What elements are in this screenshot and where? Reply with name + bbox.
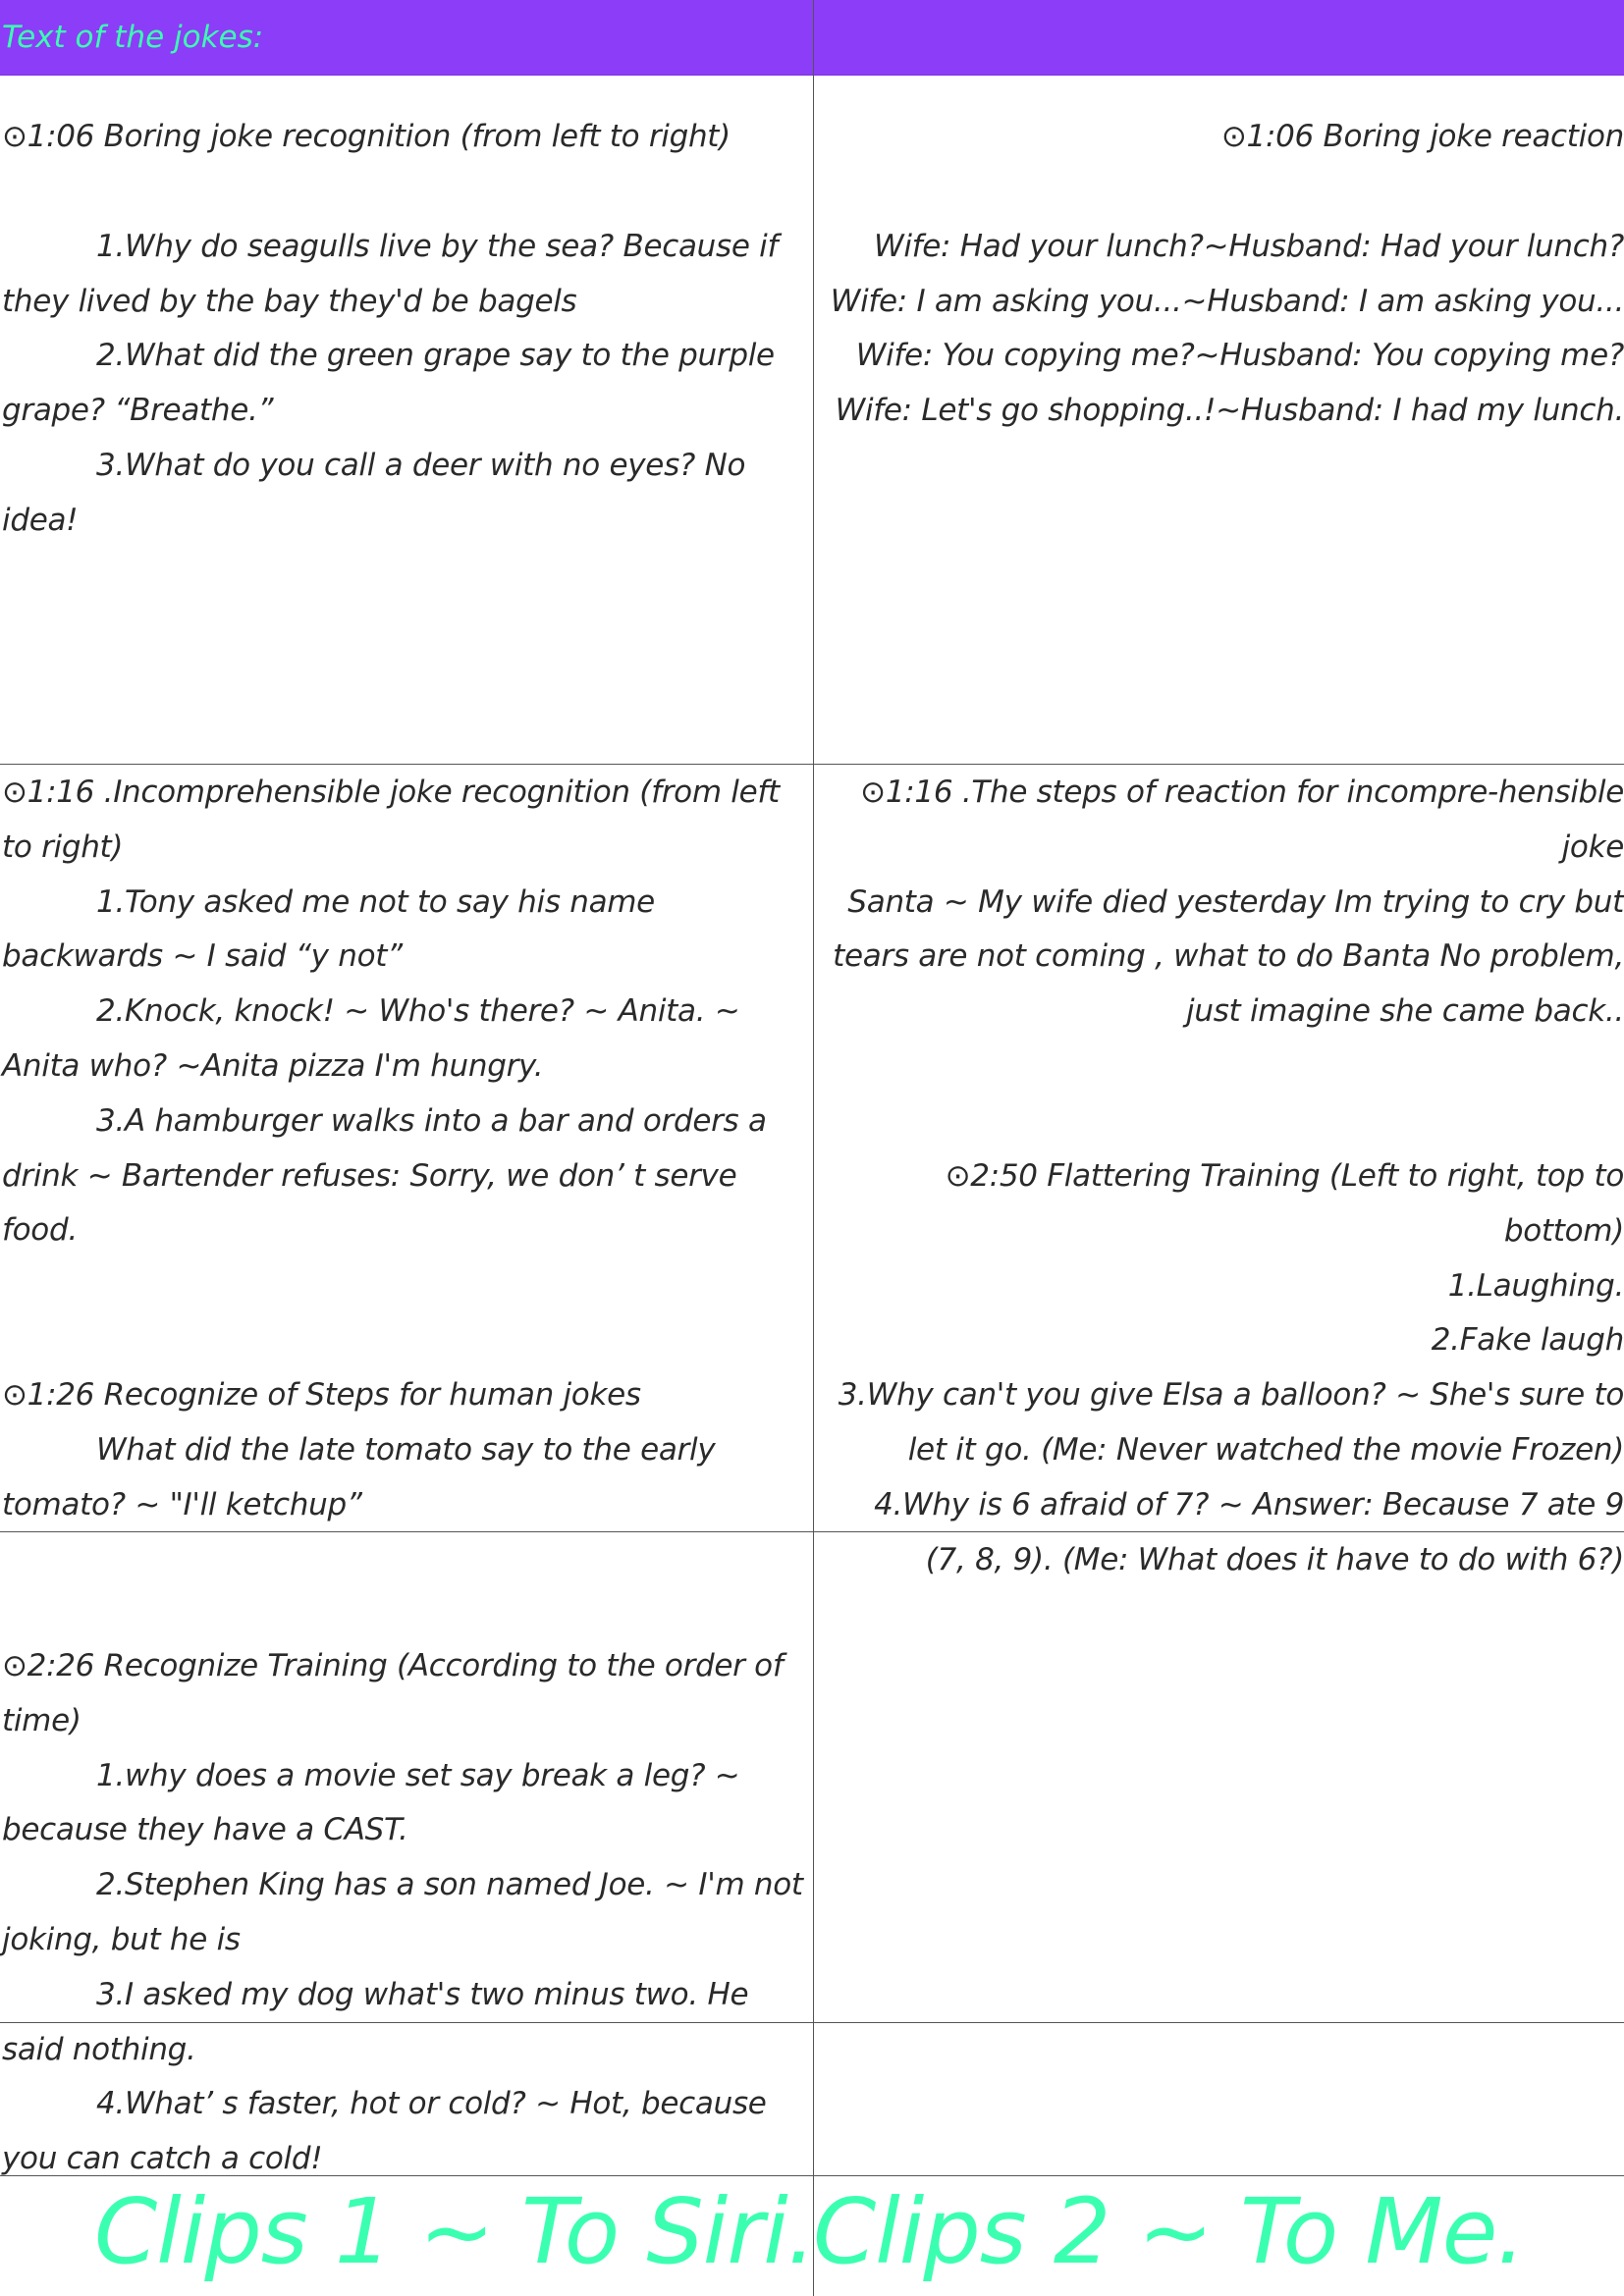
row-divider-1 (0, 764, 1624, 765)
column-divider (813, 0, 814, 2296)
incomprehensible-joke-recognition-cell (2, 766, 807, 1533)
joke-item: 4.What’ s faster, hot or cold? ~ Hot, because you can catch a cold! (2, 2086, 767, 2177)
joke-item: 1.Tony asked me not to say his name backwards ~ I said “y not” (2, 883, 655, 975)
section-heading: ⊙1:16 .Incomprehensible joke recognition (from left to right) (2, 774, 780, 865)
footer-clips-2: Clips 2 ~ To Me. (813, 2179, 1525, 2284)
joke-item: 3.I asked my dog what's two minus two. He said nothing. (2, 1976, 749, 2067)
boring-joke-reaction-cell (825, 110, 1624, 439)
story-text: Santa ~ My wife died yesterday Im trying to cry but tears are not coming , what to do Banta No problem, just imagine she came back.. (833, 883, 1624, 1030)
flattering-item: 2.Fake laugh (1431, 1322, 1624, 1359)
joke-item: 2.Stephen King has a son named Joe. ~ I'm not joking, but he is (2, 1867, 803, 1957)
page-title: Text of the jokes: (2, 20, 264, 55)
section-heading: ⊙2:26 Recognize Training (According to the order of time) (2, 1648, 784, 1738)
footer-clips-1: Clips 1 ~ To Siri. (94, 2179, 815, 2284)
dialogue-line: Wife: You copying me?~Husband: You copying me? (855, 338, 1624, 374)
joke-item: 2.Knock, knock! ~ Who's there? ~ Anita. ~ Anita who? ~Anita pizza I'm hungry. (2, 993, 740, 1084)
header-bar (0, 0, 1624, 76)
joke-item: What did the late tomato say to the early tomato? ~ "I'll ketchup” (2, 1431, 716, 1522)
boring-joke-recognition-cell (2, 110, 807, 549)
joke-item: 1.why does a movie set say break a leg? ~ because they have a CAST. (2, 1757, 740, 1848)
flattering-item: 1.Laughing. (1447, 1267, 1624, 1304)
joke-item: 1.Why do seagulls live by the sea? Because if they lived by the bay they'd be bagels (2, 228, 779, 319)
section-heading: ⊙2:50 Flattering Training (Left to right, top to bottom) (945, 1157, 1624, 1249)
dialogue-line: Wife: Had your lunch?~Husband: Had your lunch? (873, 228, 1624, 264)
section-heading: ⊙1:26 Recognize of Steps for human jokes (2, 1377, 641, 1414)
section-heading: ⊙1:06 Boring joke recognition (from left to right) (2, 119, 731, 154)
flattering-item: 3.Why can't you give Elsa a balloon? ~ She's sure to let it go. (Me: Never watched the movie Frozen) (838, 1377, 1624, 1468)
joke-item: 3.What do you call a deer with no eyes? No idea! (2, 447, 746, 538)
section-heading: ⊙1:16 .The steps of reaction for incompre-hensible joke (860, 774, 1624, 865)
dialogue-line: Wife: Let's go shopping..!~Husband: I had my lunch. (835, 393, 1624, 429)
section-heading: ⊙1:06 Boring joke reaction (1220, 119, 1624, 154)
joke-item: 2.What did the green grape say to the purple grape? “Breathe.” (2, 338, 775, 429)
joke-item: 3.A hamburger walks into a bar and orders a drink ~ Bartender refuses: Sorry, we don’ t serve food. (2, 1102, 767, 1249)
dialogue-line: Wife: I am asking you...~Husband: I am asking you... (830, 283, 1624, 319)
incomprehensible-joke-reaction-cell (825, 766, 1624, 1587)
recognize-training-cell (2, 1639, 807, 2187)
flattering-item: 4.Why is 6 afraid of 7? ~ Answer: Because 7 ate 9 (7, 8, 9). (Me: What does it have to do with 6?) (874, 1486, 1624, 1577)
